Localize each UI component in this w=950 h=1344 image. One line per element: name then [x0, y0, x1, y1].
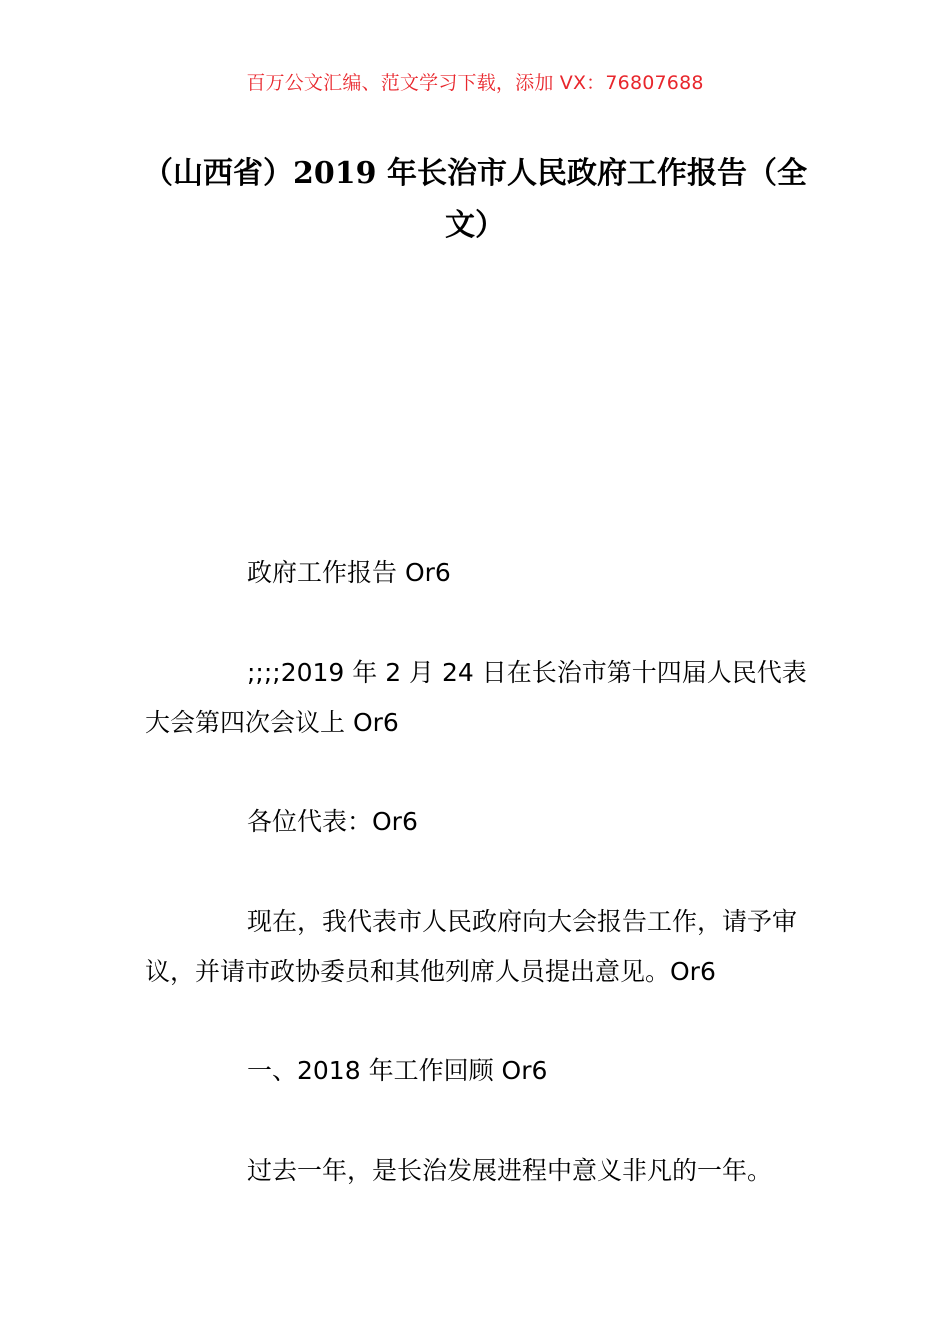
document-title: （山西省）2019 年长治市人民政府工作报告（全文） [143, 156, 807, 243]
paragraph-text: 各位代表：Or6 [247, 807, 418, 836]
paragraph [145, 648, 810, 748]
paragraph [145, 1046, 810, 1096]
paragraph [145, 797, 810, 847]
header-note: 百万公文汇编、范文学习下载，添加 VX：76807688 [246, 72, 704, 94]
paragraph [145, 1146, 810, 1196]
paragraph-text: 一、2018 年工作回顾 Or6 [247, 1056, 548, 1085]
paragraph-text: 现在，我代表市人民政府向大会报告工作，请予审议，并请市政协委员和其他列席人员提出意见。Or6 [145, 907, 798, 986]
paragraph-text: 过去一年，是长治发展进程中意义非凡的一年。 [247, 1156, 773, 1185]
paragraph-text: 政府工作报告 Or6 [247, 558, 451, 587]
paragraph [145, 548, 810, 598]
paragraph-text: ;;;;2019 年 2 月 24 日在长治市第十四届人民代表大会第四次会议上 Or6 [145, 658, 807, 737]
paragraph [145, 897, 810, 997]
